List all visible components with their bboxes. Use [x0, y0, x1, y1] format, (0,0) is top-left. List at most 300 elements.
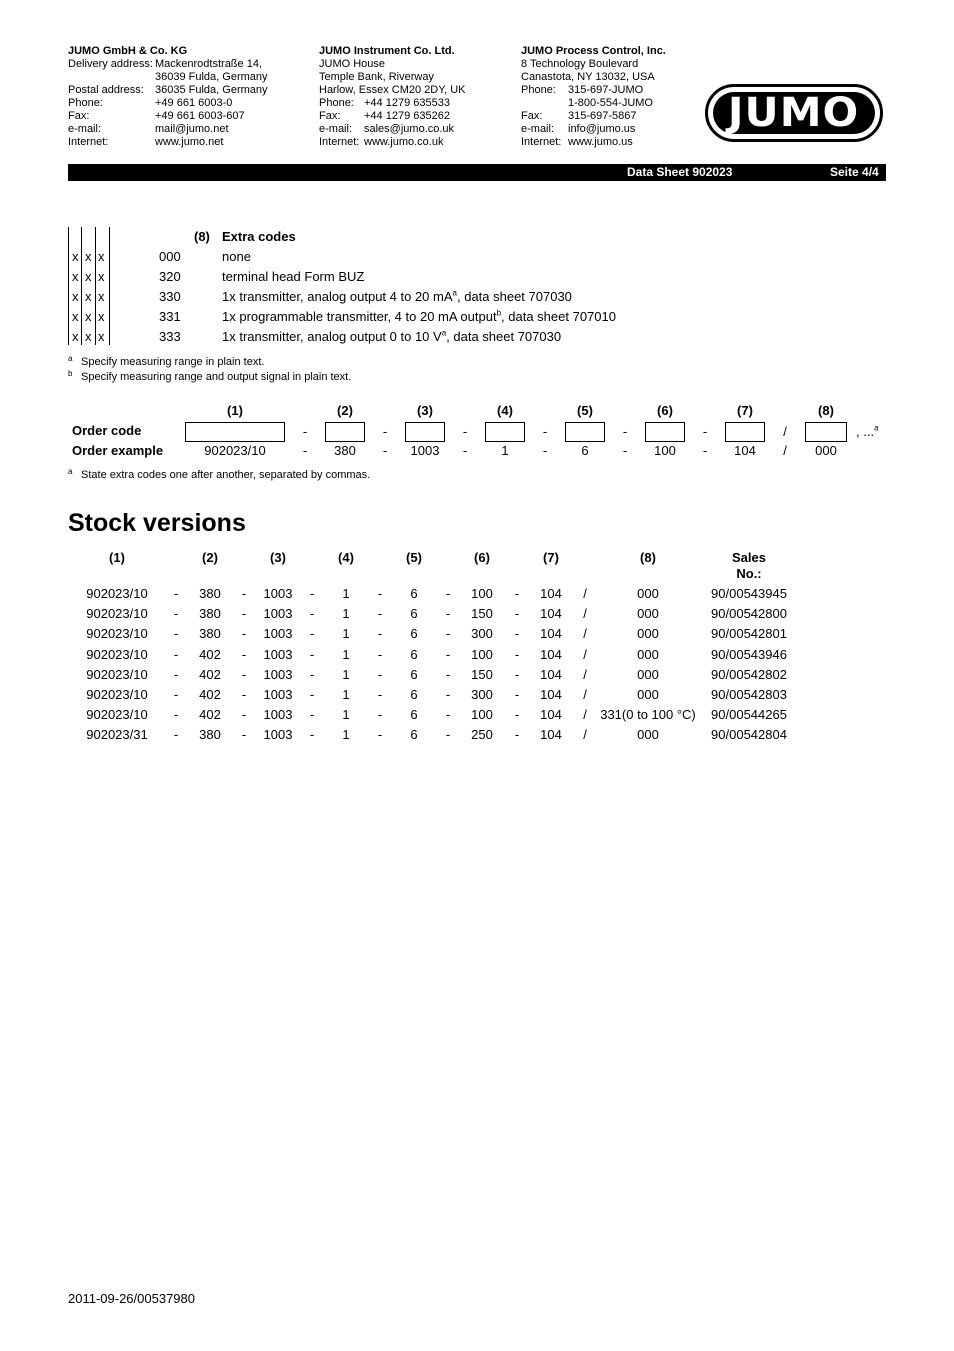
address-value: mail@jumo.net: [155, 123, 229, 135]
address-line: [521, 58, 666, 71]
table-cell: 104: [540, 727, 562, 742]
table-cell: 90/00542803: [711, 687, 787, 702]
x-mark: x: [98, 249, 105, 264]
x-mark: x: [98, 309, 105, 324]
page-number: Seite 4/4: [830, 165, 879, 179]
address-line: [68, 97, 268, 110]
table-cell: 902023/10: [86, 707, 148, 722]
address-label: Internet:: [319, 136, 360, 148]
address-line: [521, 110, 666, 123]
address-line: [68, 84, 268, 97]
separator: -: [514, 667, 520, 682]
table-cell: 150: [471, 606, 493, 621]
description-text: terminal head Form BUZ: [222, 269, 365, 284]
x-mark: x: [85, 249, 92, 264]
table-cell: 104: [540, 647, 562, 662]
separator: -: [309, 667, 315, 682]
company-address-de: [68, 45, 268, 149]
separator: -: [445, 667, 451, 682]
separator: /: [583, 727, 587, 742]
table-cell: 902023/31: [86, 727, 148, 742]
table-cell: 6: [410, 727, 418, 742]
separator: -: [241, 687, 247, 702]
table-cell: 100: [471, 586, 493, 601]
column-rule: [68, 227, 69, 345]
address-value: +44 1279 635533: [364, 97, 450, 109]
address-label: e-mail:: [68, 123, 102, 135]
table-cell: 1: [342, 727, 350, 742]
table-cell: 90/00543946: [711, 647, 787, 662]
order-code-field: [185, 422, 285, 442]
extra-code-description: [222, 329, 561, 345]
table-cell: 300: [471, 626, 493, 641]
table-cell: 6: [410, 707, 418, 722]
separator: -: [173, 687, 179, 702]
separator: -: [622, 443, 628, 458]
separator: -: [445, 727, 451, 742]
table-cell: 6: [410, 626, 418, 641]
footnote-text: Specify measuring range and output signal in plain text.: [81, 371, 352, 383]
order-example-value: 104: [734, 443, 756, 458]
separator: -: [462, 443, 468, 458]
separator: -: [514, 727, 520, 742]
address-line: [521, 97, 666, 110]
table-cell: 1003: [263, 647, 293, 662]
table-cell: 902023/10: [86, 647, 148, 662]
address-label: [521, 97, 568, 110]
separator: -: [445, 586, 451, 601]
address-label: Phone:: [521, 84, 556, 96]
footnote-text: Specify measuring range in plain text.: [81, 356, 265, 368]
separator: /: [583, 707, 587, 722]
separator: -: [241, 707, 247, 722]
table-cell: 90/00542801: [711, 626, 787, 641]
separator: -: [462, 424, 468, 439]
x-mark: x: [85, 269, 92, 284]
extra-code: 320: [159, 269, 181, 284]
address-label: Fax:: [521, 110, 543, 122]
address-value: +49 661 6003-607: [155, 110, 245, 122]
datasheet-number: Data Sheet 902023: [627, 165, 733, 179]
footnote-mark: b: [496, 308, 502, 318]
address-line: [521, 136, 666, 149]
address-line: [319, 58, 466, 71]
address-value: 8 Technology Boulevard: [521, 58, 639, 70]
table-cell: 104: [540, 687, 562, 702]
table-cell: 380: [199, 606, 221, 621]
separator: -: [514, 687, 520, 702]
footnote-mark: b: [68, 369, 73, 378]
table-cell: 000: [637, 606, 659, 621]
x-mark: x: [72, 289, 79, 304]
order-code-field: [405, 422, 445, 442]
table-cell: 1: [342, 606, 350, 621]
table-cell: 000: [637, 626, 659, 641]
document-footer: 2011-09-26/00537980: [68, 1291, 195, 1306]
separator: -: [173, 626, 179, 641]
separator: -: [309, 687, 315, 702]
stock-column-header: (8): [640, 550, 656, 565]
separator: /: [583, 626, 587, 641]
footnote-mark: a: [68, 354, 73, 363]
table-cell: 1003: [263, 687, 293, 702]
table-cell: 6: [410, 667, 418, 682]
table-cell: 000: [637, 667, 659, 682]
table-cell: 90/00542804: [711, 727, 787, 742]
table-cell: 1: [342, 626, 350, 641]
table-cell: 90/00543945: [711, 586, 787, 601]
address-line: [68, 136, 268, 149]
extra-code: 000: [159, 249, 181, 264]
address-line: [319, 84, 466, 97]
table-cell: 1003: [263, 586, 293, 601]
address-value: 36035 Fulda, Germany: [155, 84, 268, 96]
order-example-value: 380: [334, 443, 356, 458]
table-cell: 1: [342, 647, 350, 662]
address-line: [68, 71, 268, 84]
footnote-mark: a: [441, 328, 447, 338]
address-line: [319, 123, 466, 136]
separator: -: [173, 586, 179, 601]
separator: -: [309, 586, 315, 601]
table-cell: 000: [637, 727, 659, 742]
address-line: [68, 110, 268, 123]
table-cell: 100: [471, 647, 493, 662]
stock-column-header: Sales: [732, 550, 766, 565]
separator: -: [173, 727, 179, 742]
table-cell: 380: [199, 626, 221, 641]
order-column-number: (2): [337, 403, 353, 418]
table-cell: 1003: [263, 727, 293, 742]
separator: -: [377, 586, 383, 601]
separator: -: [309, 727, 315, 742]
address-label: e-mail:: [521, 123, 555, 135]
table-cell: 1: [342, 586, 350, 601]
trail-text: , ...: [856, 424, 875, 439]
table-cell: 1: [342, 707, 350, 722]
description-text: , data sheet 707010: [501, 309, 616, 324]
order-code-field: [725, 422, 765, 442]
address-line: [68, 123, 268, 136]
table-cell: 402: [199, 687, 221, 702]
address-line: [319, 136, 466, 149]
separator: -: [302, 424, 308, 439]
order-example-value: 902023/10: [204, 443, 266, 458]
table-cell: 90/00544265: [711, 707, 787, 722]
table-cell: 402: [199, 707, 221, 722]
order-column-number: (4): [497, 403, 513, 418]
extra-code: 333: [159, 329, 181, 344]
address-line: [319, 71, 466, 84]
stock-column-header: (7): [543, 550, 559, 565]
table-cell: 1003: [263, 606, 293, 621]
address-label: [68, 71, 155, 84]
table-cell: 1003: [263, 667, 293, 682]
company-name: JUMO Instrument Co. Ltd.: [319, 45, 455, 57]
stock-column-header: No.:: [736, 566, 762, 581]
x-mark: x: [72, 249, 79, 264]
stock-column-header: (5): [406, 550, 422, 565]
separator: -: [309, 606, 315, 621]
address-label: Phone:: [68, 97, 103, 109]
separator: -: [173, 667, 179, 682]
address-line: [521, 71, 666, 84]
address-value: +49 661 6003-0: [155, 97, 233, 109]
table-cell: 380: [199, 727, 221, 742]
table-cell: 902023/10: [86, 626, 148, 641]
description-text: , data sheet 707030: [446, 329, 562, 344]
order-example-label: Order example: [72, 443, 164, 458]
separator: -: [377, 626, 383, 641]
stock-column-header: (4): [338, 550, 354, 565]
separator: -: [377, 667, 383, 682]
separator: /: [783, 424, 787, 439]
separator: -: [241, 626, 247, 641]
separator: -: [241, 727, 247, 742]
table-cell: 104: [540, 606, 562, 621]
separator: -: [173, 647, 179, 662]
order-code-field: [805, 422, 847, 442]
order-code-field: [325, 422, 365, 442]
order-example-value: 100: [654, 443, 676, 458]
separator: -: [241, 606, 247, 621]
address-value: Mackenrodtstraße 14,: [155, 58, 262, 70]
x-mark: x: [98, 329, 105, 344]
address-value: Temple Bank, Riverway: [319, 71, 434, 83]
separator: -: [542, 424, 548, 439]
table-cell: 6: [410, 606, 418, 621]
address-label: Postal address:: [68, 84, 144, 96]
address-line: [521, 84, 666, 97]
extra-code: 330: [159, 289, 181, 304]
table-cell: 6: [410, 647, 418, 662]
column-rule: [95, 227, 96, 345]
table-cell: 90/00542800: [711, 606, 787, 621]
separator: -: [445, 626, 451, 641]
column-number: (8): [194, 229, 210, 244]
separator: -: [514, 626, 520, 641]
extra-codes-heading: Extra codes: [222, 229, 296, 244]
table-cell: 902023/10: [86, 687, 148, 702]
table-cell: 90/00542802: [711, 667, 787, 682]
stock-versions-title: Stock versions: [68, 509, 246, 537]
address-line: [319, 97, 466, 110]
table-cell: 250: [471, 727, 493, 742]
description-text: 1x transmitter, analog output 0 to 10 V: [222, 329, 442, 344]
table-cell: 104: [540, 626, 562, 641]
separator: -: [377, 687, 383, 702]
order-column-number: (5): [577, 403, 593, 418]
address-value: 315-697-5867: [568, 110, 637, 122]
separator: -: [514, 606, 520, 621]
table-cell: 104: [540, 667, 562, 682]
x-mark: x: [85, 289, 92, 304]
table-cell: 1: [342, 667, 350, 682]
table-cell: 1: [342, 687, 350, 702]
separator: -: [302, 443, 308, 458]
stock-column-header: (6): [474, 550, 490, 565]
separator: -: [445, 707, 451, 722]
separator: /: [583, 647, 587, 662]
order-column-number: (3): [417, 403, 433, 418]
table-cell: 104: [540, 586, 562, 601]
separator: -: [542, 443, 548, 458]
table-cell: 000: [637, 647, 659, 662]
table-cell: 104: [540, 707, 562, 722]
separator: -: [241, 586, 247, 601]
order-column-number: (8): [818, 403, 834, 418]
address-line: [319, 110, 466, 123]
table-cell: 1003: [263, 707, 293, 722]
address-line: [68, 58, 268, 71]
table-cell: 150: [471, 667, 493, 682]
x-mark: x: [72, 309, 79, 324]
table-cell: 402: [199, 647, 221, 662]
address-value: 315-697-JUMO: [568, 84, 644, 96]
address-label: Internet:: [521, 136, 562, 148]
company-address-us: [521, 45, 666, 149]
x-mark: x: [72, 329, 79, 344]
footnote-mark: a: [874, 423, 879, 433]
address-label: Fax:: [319, 110, 341, 122]
extra-code-description: [222, 289, 572, 305]
company-address-uk: [319, 45, 466, 149]
separator: -: [445, 606, 451, 621]
separator: -: [309, 707, 315, 722]
separator: -: [173, 707, 179, 722]
extra-code-description: [222, 249, 251, 265]
separator: -: [377, 727, 383, 742]
company-name: JUMO Process Control, Inc.: [521, 45, 666, 57]
stock-column-header: (2): [202, 550, 218, 565]
description-text: , data sheet 707030: [456, 289, 572, 304]
table-cell: 100: [471, 707, 493, 722]
address-value: www.jumo.net: [155, 136, 224, 148]
extra-code: 331: [159, 309, 181, 324]
separator: -: [377, 606, 383, 621]
order-column-number: (6): [657, 403, 673, 418]
x-mark: x: [98, 289, 105, 304]
address-value: +44 1279 635262: [364, 110, 450, 122]
table-cell: 902023/10: [86, 606, 148, 621]
separator: /: [583, 667, 587, 682]
separator: -: [702, 443, 708, 458]
separator: -: [241, 647, 247, 662]
table-cell: 402: [199, 667, 221, 682]
separator: -: [514, 647, 520, 662]
footnote-mark: a: [452, 288, 457, 298]
table-cell: 380: [199, 586, 221, 601]
table-cell: 331(0 to 100 °C): [600, 707, 696, 722]
separator: -: [514, 586, 520, 601]
address-value: www.jumo.us: [568, 136, 633, 148]
extra-code-description: [222, 309, 616, 325]
description-text: 1x transmitter, analog output 4 to 20 mA: [222, 289, 453, 304]
address-line: [521, 123, 666, 136]
order-code-field: [645, 422, 685, 442]
separator: -: [309, 626, 315, 641]
stock-column-header: (1): [109, 550, 125, 565]
order-code-field: [485, 422, 525, 442]
separator: -: [382, 424, 388, 439]
order-column-number: (7): [737, 403, 753, 418]
order-code-field: [565, 422, 605, 442]
table-cell: 902023/10: [86, 667, 148, 682]
separator: -: [622, 424, 628, 439]
separator: -: [445, 647, 451, 662]
description-text: 1x programmable transmitter, 4 to 20 mA output: [222, 309, 497, 324]
extra-code-description: [222, 269, 364, 285]
separator: /: [583, 586, 587, 601]
separator: -: [514, 707, 520, 722]
table-cell: 1003: [263, 626, 293, 641]
x-mark: x: [85, 309, 92, 324]
table-cell: 6: [410, 586, 418, 601]
footnote-mark: a: [68, 467, 73, 476]
address-label: Delivery address:: [68, 58, 153, 70]
address-label: Internet:: [68, 136, 109, 148]
separator: -: [445, 687, 451, 702]
address-label: Phone:: [319, 97, 354, 109]
separator: /: [583, 606, 587, 621]
separator: -: [377, 707, 383, 722]
table-cell: 300: [471, 687, 493, 702]
separator: -: [382, 443, 388, 458]
table-cell: 6: [410, 687, 418, 702]
column-rule: [81, 227, 82, 345]
address-value: info@jumo.us: [568, 123, 636, 135]
logo-text: JUMO: [728, 90, 860, 136]
table-cell: 000: [637, 687, 659, 702]
description-text: none: [222, 249, 251, 264]
x-mark: x: [85, 329, 92, 344]
address-value: 36039 Fulda, Germany: [155, 71, 268, 83]
order-example-value: 000: [815, 443, 837, 458]
address-value: www.jumo.co.uk: [364, 136, 444, 148]
order-trail: [856, 424, 879, 440]
address-value: 1-800-554-JUMO: [568, 97, 653, 109]
address-label: Fax:: [68, 110, 90, 122]
separator: -: [173, 606, 179, 621]
table-cell: 000: [637, 586, 659, 601]
address-value: JUMO House: [319, 58, 386, 70]
x-mark: x: [98, 269, 105, 284]
separator: /: [783, 443, 787, 458]
jumo-logo: [705, 84, 883, 142]
company-name: JUMO GmbH & Co. KG: [68, 45, 188, 57]
separator: -: [702, 424, 708, 439]
footnote-text: State extra codes one after another, separated by commas.: [81, 469, 371, 481]
x-mark: x: [72, 269, 79, 284]
order-example-value: 1: [501, 443, 509, 458]
order-column-number: (1): [227, 403, 243, 418]
address-label: e-mail:: [319, 123, 353, 135]
datasheet-bar: [68, 164, 886, 181]
separator: -: [241, 667, 247, 682]
separator: -: [377, 647, 383, 662]
address-value: sales@jumo.co.uk: [364, 123, 455, 135]
table-cell: 902023/10: [86, 586, 148, 601]
separator: -: [309, 647, 315, 662]
order-example-value: 1003: [410, 443, 440, 458]
stock-column-header: (3): [270, 550, 286, 565]
column-rule: [109, 227, 110, 345]
address-value: Harlow, Essex CM20 2DY, UK: [319, 84, 466, 96]
order-code-label: Order code: [72, 423, 142, 438]
address-value: Canastota, NY 13032, USA: [521, 71, 655, 83]
order-example-value: 6: [581, 443, 589, 458]
separator: /: [583, 687, 587, 702]
